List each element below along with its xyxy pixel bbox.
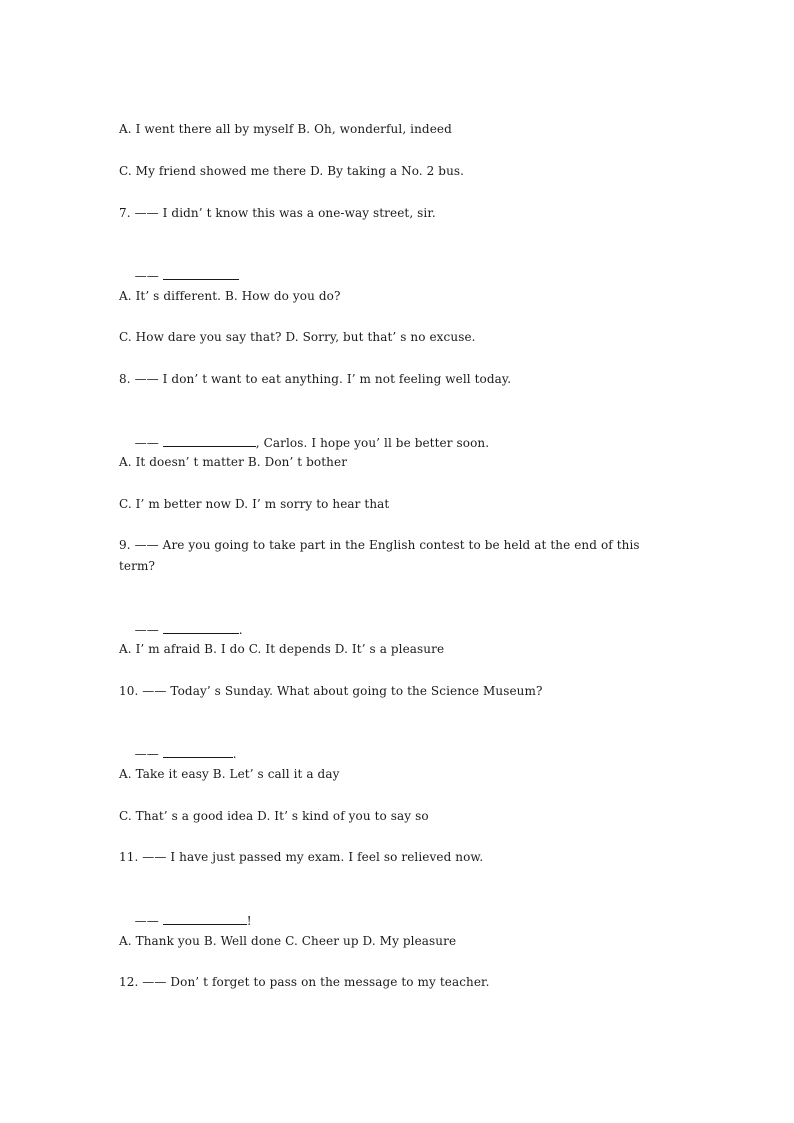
options-line-q6-ab: A. I went there all by myself B. Oh, wonderful, indeed xyxy=(119,122,452,136)
question-9: 9. —— Are you going to take part in the English contest to be held at the end of this term? xyxy=(119,538,644,573)
answer-blank xyxy=(163,432,256,447)
answer-suffix: ! xyxy=(246,914,252,928)
question-8: 8. —— I don’ t want to eat anything. I’ m not feeling well today. xyxy=(119,372,512,386)
options-line-q7-cd: C. How dare you say that? D. Sorry, but that’ s no excuse. xyxy=(119,330,476,344)
answer-blank xyxy=(163,265,239,280)
answer-blank xyxy=(163,619,239,634)
question-12: 12. —— Don’ t forget to pass on the message to my teacher. xyxy=(119,975,490,989)
answer-suffix: , Carlos. I hope you’ ll be better soon. xyxy=(255,436,490,450)
answer-dash: —— xyxy=(134,747,163,761)
options-line-q6-cd: C. My friend showed me there D. By taking a No. 2 bus. xyxy=(119,164,465,178)
options-line-q10-ab: A. Take it easy B. Let’ s call it a day xyxy=(119,767,340,781)
answer-blank xyxy=(163,743,233,758)
answer-dash: —— xyxy=(134,436,163,450)
answer-blank xyxy=(163,910,247,925)
answer-suffix: . xyxy=(232,747,237,761)
options-line-q10-cd: C. That’ s a good idea D. It’ s kind of you to say so xyxy=(119,809,429,823)
answer-dash: —— xyxy=(134,623,163,637)
answer-dash: —— xyxy=(134,269,163,283)
options-line-q8-ab: A. It doesn’ t matter B. Don’ t bother xyxy=(119,455,348,469)
question-11: 11. —— I have just passed my exam. I feel so relieved now. xyxy=(119,850,484,864)
answer-dash: —— xyxy=(134,914,163,928)
answer-suffix: . xyxy=(238,623,243,637)
question-10: 10. —— Today’ s Sunday. What about going to the Science Museum? xyxy=(119,684,543,698)
question-7: 7. —— I didn’ t know this was a one-way street, sir. xyxy=(119,206,436,220)
options-line-q9: A. I’ m afraid B. I do C. It depends D. It’ s a pleasure xyxy=(119,642,445,656)
options-line-q8-cd: C. I’ m better now D. I’ m sorry to hear that xyxy=(119,497,390,511)
options-line-q7-ab: A. It’ s different. B. How do you do? xyxy=(119,289,341,303)
options-line-q11: A. Thank you B. Well done C. Cheer up D. My pleasure xyxy=(119,934,457,948)
